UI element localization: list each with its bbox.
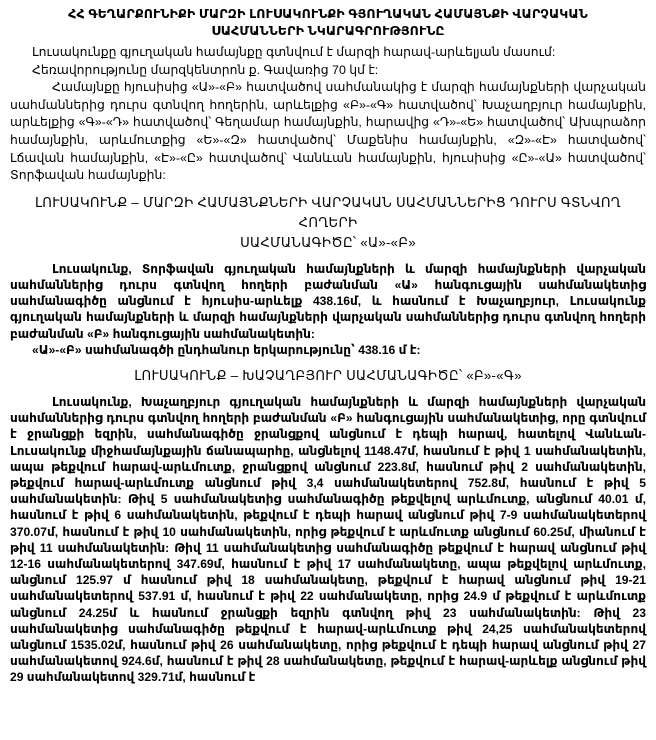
spacer bbox=[10, 185, 646, 193]
section2-title: ԼՈՒՍԱԿՈՒՆՔ – ԽԱՉԱՂԲՅՈՒՐ ՍԱՀՄԱՆԱԳԻԾԸ՝ «Բ»-«Գ» bbox=[134, 367, 522, 383]
section1-title-line1: ԼՈՒՍԱԿՈՒՆՔ – ՄԱՐԶԻ ՀԱՄԱՅՆՔՆԵՐԻ ՎԱՐՉԱԿԱՆ ՍԱՀՄԱՆՆԵՐԻՑ ԴՈՒՐՍ ԳՏՆՎՈՂ ՀՈՂԵՐԻ bbox=[34, 194, 622, 230]
section1-title-line2: ՍԱՀՄԱՆԱԳԻԾԸ՝ «Ա»-«Բ» bbox=[240, 234, 416, 250]
section2-paragraph: Լուսակունք, Խաչաղբյուր գյուղական համայնքների և մարզի համայնքների վարչական սահմաններից դուրս գտնվող հողերի բաժանման «Բ» հանգուցային սահմանակետից, որը գտնվում է ջրանցքի եզրին, սահմանագիծը ջրանցքով անցնում է դեպի հարավ, հատելով Վանևան-Լուսակունք միջհամայնքային ճանապարհը, անցնելով 1148.47մ, հասնում է թիվ 1 սահմանակետին, ապա թեքվում հարավ-արևմուտք, ջրանցքով անցնում 223.8մ, հասնում թիվ 2 սահմանակետին, թեքվում հարավ-արևմուտք անցնում թիվ 3,4 սահմանակետերով 752.8մ, հասնում է թիվ 5 սահմանակետին: Թիվ 5 սահմանակետից սահմանագիծը թեքվելով արևմուտք, անցնում 40.01 մ, հասնում է թիվ 6 սահմանակետին, թեքվում է դեպի հարավ անցնում թիվ 7-9 սահմանակետերով 370.07մ, հասնում է թիվ 10 սահմանակետին, որից թեքվում է արևմուտք անցնում 60.25մ, միանում է թիվ 11 սահմանակետին: Թիվ 11 սահմանակետից սահմանագիծը թեքվում է հարավ անցնում թիվ 12-16 սահմանակետերով 347.69մ, հասնում է թիվ 17 սահմանակետը, ապա թեքվելով արևմուտք, անցնում 125.97 մ հասնում թիվ 18 սահմանակետը, թեքվում է հարավ անցնում թիվ 19-21 սահմանակետերով 537.91 մ, հասնում է թիվ 22 սահմանակետը, որից 24.9 մ թեքվում է արևմուտք անցնում 24.25մ և հասնում ջրանցքի եզրին գտնվող թիվ 23 սահմանակետին: Թիվ 23 սահմանակետից սահմանագիծը թեքվում է հարավ-արևմուտք թիվ 24,25 սահմանակետերով անցնում 1535.02մ, հասնում թիվ 26 սահմանակետը, որից թեքվում է դեպի հարավ անցնում թիվ 27 սահմանակետով 924.6մ, հասնում է թիվ 28 սահմանակետը, թեքվում է հարավ-արևելք անցնում թիվ 29 սահմանակետով 329.71մ, հասնում է bbox=[10, 394, 646, 685]
spacer bbox=[10, 386, 646, 394]
section1-length: «Ա»-«Բ» սահմանագծի ընդհանուր երկարությունը՝ 438.16 մ է: bbox=[32, 342, 421, 357]
intro-location: Լուսակունքը գյուղական համայնքը գտնվում է մարզի հարավ-արևելյան մասում: bbox=[32, 45, 556, 59]
document-title-line2: ՍԱՀՄԱՆՆԵՐԻ ՆԿԱՐԱԳՐՈՒԹՅՈՒՆԸ bbox=[211, 24, 445, 38]
spacer bbox=[10, 358, 646, 366]
section1-paragraph: Լուսակունք, Տորֆավան գյուղական համայնքների և մարզի համայնքների վարչական սահմաններից դուրս գտնվող հողերի բաժանման «Ա» հանգուցային սահմանակետից սահմանագիծը անցնում է հյուսիս-արևելք 438.16մ, և հասնում է Խաչաղբյուր, Լուսակունք գյուղական համայնքների և մարզի համայնքների վարչական սահմաններից դուրս գտնվող հողերի բաժանման «Բ» հանգուցային սահմանակետին: bbox=[10, 261, 646, 341]
intro-boundaries: Համայնքը հյուսիսից «Ա»-«Բ» հատվածով սահմանակից է մարզի համայնքների վարչական սահմաններից դուրս գտնվող հողերին, արևելքից «Բ»-«Գ» հատվածով՝ Խաչաղբյուր համայնքին, արևելքից «Գ»-«Դ» հատվածով՝ Գեղամար համայնքին, հարավից «Դ»-«Ե» հատվածով՝ Ախպրաձոր համայնքին, արևմուտքից «Ե»-«Զ» հատվածով՝ Մաքենիս համայնքին, «Զ»-«Է» հատվածով՝ Լճավան համայնքին, «Է»-«Ը» հատվածով՝ Վանևան համայնքին, հյուսիսից «Ը»-«Ա» հատվածով՝ Տորֆավան համայնքին: bbox=[10, 80, 646, 183]
intro-distance: Հեռավորությունը մարզկենտրոն ք. Գավառից 70 կմ է: bbox=[32, 62, 379, 77]
document-title-line1: ՀՀ ԳԵՂԱՐՔՈՒՆԻՔԻ ՄԱՐԶԻ ԼՈՒՍԱԿՈՒՆՔԻ ԳՅՈՒՂԱԿԱՆ ՀԱՄԱՅՆՔԻ ՎԱՐՉԱԿԱՆ bbox=[68, 7, 588, 21]
spacer bbox=[10, 253, 646, 261]
